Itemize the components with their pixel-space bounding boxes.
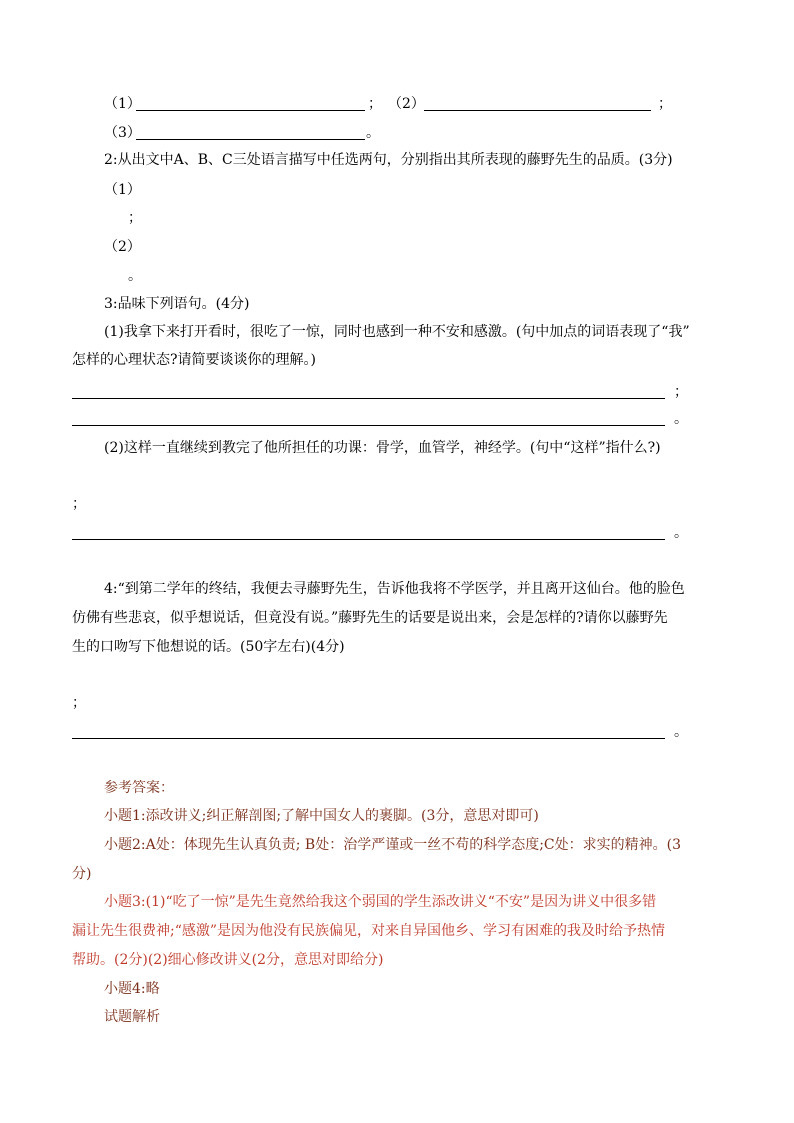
answer-3-line3: 帮助。(2分)(2)细心修改讲义(2分，意思对即给分) (72, 952, 384, 968)
q3-stem: 3:品味下列语句。(4分) (104, 296, 250, 312)
q4-line2: 仿佛有些悲哀，似乎想说话，但竟没有说。”藤野先生的话要是说出来，会是怎样的?请你以藤野先 (72, 610, 668, 626)
q1-blank-3-label: （3） (104, 125, 141, 141)
q3-part1-end-1: ； (674, 384, 688, 400)
q3-part2-semicolon: ； (72, 496, 86, 512)
q3-part1-line1: (1)我拿下来打开看时，很吃了一惊，同时也感到一种不安和感激。(句中加点的词语表现了“我” (104, 324, 690, 340)
answer-2-line1: 小题2:A处：体现先生认真负责; B处：治学严谨或一丝不苟的科学态度;C处：求实的精神。(3 (104, 837, 681, 853)
answer-2-line2: 分) (72, 866, 92, 882)
q4-line1: 4:“到第二学年的终结，我便去寻藤野先生，告诉他我将不学医学，并且离开这仙台。他的脸色 (104, 581, 685, 597)
q3-part2-answer-line (72, 539, 665, 540)
q3-part1-end-2: 。 (674, 411, 688, 427)
answer-3-line2: 漏让先生很费神;“感激”是因为他没有民族偏见，对来自异国他乡、学习有困难的我及时给予热情 (72, 923, 666, 939)
q1-blank-1-line (136, 110, 365, 111)
answer-4: 小题4:略 (104, 981, 160, 997)
answer-1: 小题1:添改讲义;纠正解剖图;了解中国女人的裹脚。(3分，意思对即可) (104, 808, 539, 824)
q1-semicolon-2: ； (658, 96, 672, 112)
q4-end: 。 (674, 724, 688, 740)
q3-part2: (2)这样一直继续到教完了他所担任的功课：骨学，血管学，神经学。(句中“这样”指什么?) (104, 440, 661, 456)
q3-part1-line2: 怎样的心理状态?请简要谈谈你的理解。) (72, 352, 316, 368)
q1-semicolon-1: ； (368, 96, 382, 112)
answer-3-line1: 小题3:(1)“吃了一惊”是先生竟然给我这个弱国的学生添改讲义“不安”是因为讲义中很多错 (104, 894, 657, 910)
q4-answer-line (72, 738, 665, 739)
q4-line3: 生的口吻写下他想说的话。(50字左右)(4分) (72, 639, 345, 655)
q3-part1-answer-line-2 (72, 425, 665, 426)
q1-blank-3-line (136, 139, 365, 140)
q4-semicolon: ； (72, 695, 86, 711)
q1-blank-2-line (424, 110, 651, 111)
q2-stem: 2:从出文中A、B、C三处语言描写中任选两句，分别指出其所表现的藤野先生的品质。(3分) (104, 152, 673, 168)
q2-answer-2-end: 。 (128, 268, 142, 284)
q1-blank-1-label: （1） (104, 96, 141, 112)
analysis-heading: 试题解析 (104, 1009, 160, 1025)
q1-blank-2-label: （2） (388, 96, 425, 112)
q2-answer-1-end: ； (128, 210, 142, 226)
q3-part1-answer-line-1 (72, 398, 665, 399)
q2-answer-1-label: （1） (104, 182, 141, 198)
q2-answer-2-label: （2） (104, 239, 141, 255)
q1-period: 。 (366, 125, 380, 141)
q3-part2-end: 。 (674, 525, 688, 541)
answers-heading: 参考答案： (104, 780, 174, 796)
